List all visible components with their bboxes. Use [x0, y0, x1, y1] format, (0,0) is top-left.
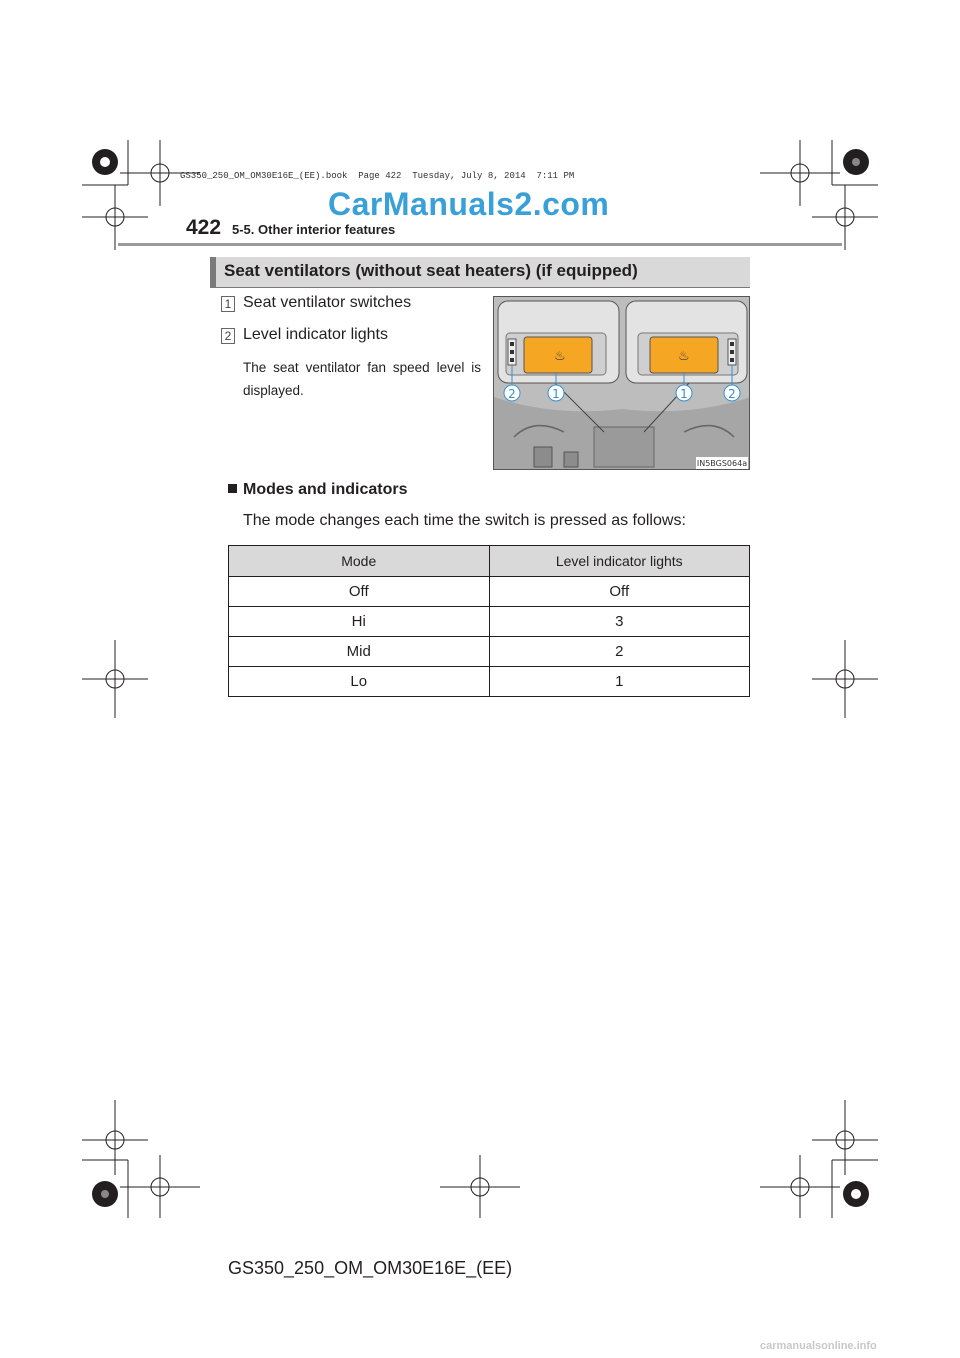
table-cell-level: 2	[489, 637, 750, 667]
table-cell-level: 3	[489, 607, 750, 637]
figure-code: IN5BGS064a	[696, 459, 748, 468]
ventilator-illustration	[494, 297, 750, 470]
subheading	[228, 481, 407, 499]
watermark-bottom: carmanualsonline.info	[760, 1340, 877, 1352]
section-title: 5-5. Other interior features	[232, 222, 396, 237]
heading-underline	[210, 287, 750, 288]
section-heading	[210, 257, 750, 287]
table-cell-mode: Lo	[229, 667, 490, 697]
table-header-level: Level indicator lights	[489, 546, 750, 577]
item-label-1: Seat ventilator switches	[243, 294, 412, 311]
footer-code: GS350_250_OM_OM30E16E_(EE)	[228, 1258, 513, 1278]
table-header-mode: Mode	[229, 546, 490, 577]
table-cell-mode: Hi	[229, 607, 490, 637]
item-number-1: 1	[221, 296, 235, 312]
svg-text:♨: ♨	[678, 349, 690, 364]
item-description: The seat ventilator fan speed level is displayed.	[243, 360, 481, 398]
figure-callout: 2	[508, 387, 516, 401]
figure-callout: 1	[680, 387, 688, 401]
svg-text:♨: ♨	[554, 349, 566, 364]
table-row	[229, 637, 750, 667]
table-cell-level: 1	[489, 667, 750, 697]
watermark-logo: CarManuals2.com	[328, 186, 610, 222]
header-rule	[118, 243, 842, 246]
figure-callout: 1	[552, 387, 560, 401]
table-cell-level: Off	[489, 577, 750, 607]
table-header-row	[229, 546, 750, 577]
print-info: GS350_250_OM_OM30E16E_(EE).book Page 422 Tuesday, July 8, 2014 7:11 PM	[180, 171, 575, 181]
section-heading-text: Seat ventilators (without seat heaters) (if equipped)	[224, 261, 638, 280]
table-row	[229, 577, 750, 607]
square-bullet-icon	[228, 484, 237, 493]
item-number-2: 2	[221, 328, 235, 344]
figure-callout: 2	[728, 387, 736, 401]
page-number: 422	[186, 216, 222, 239]
table-row	[229, 607, 750, 637]
subheading-text: Modes and indicators	[243, 481, 408, 498]
table-row	[229, 667, 750, 697]
item-label-2: Level indicator lights	[243, 326, 388, 343]
table-cell-mode: Off	[229, 577, 490, 607]
modes-table	[228, 545, 750, 697]
seat-ventilator-figure	[493, 296, 750, 470]
table-cell-mode: Mid	[229, 637, 490, 667]
intro-text: The mode changes each time the switch is pressed as follows:	[243, 512, 686, 529]
